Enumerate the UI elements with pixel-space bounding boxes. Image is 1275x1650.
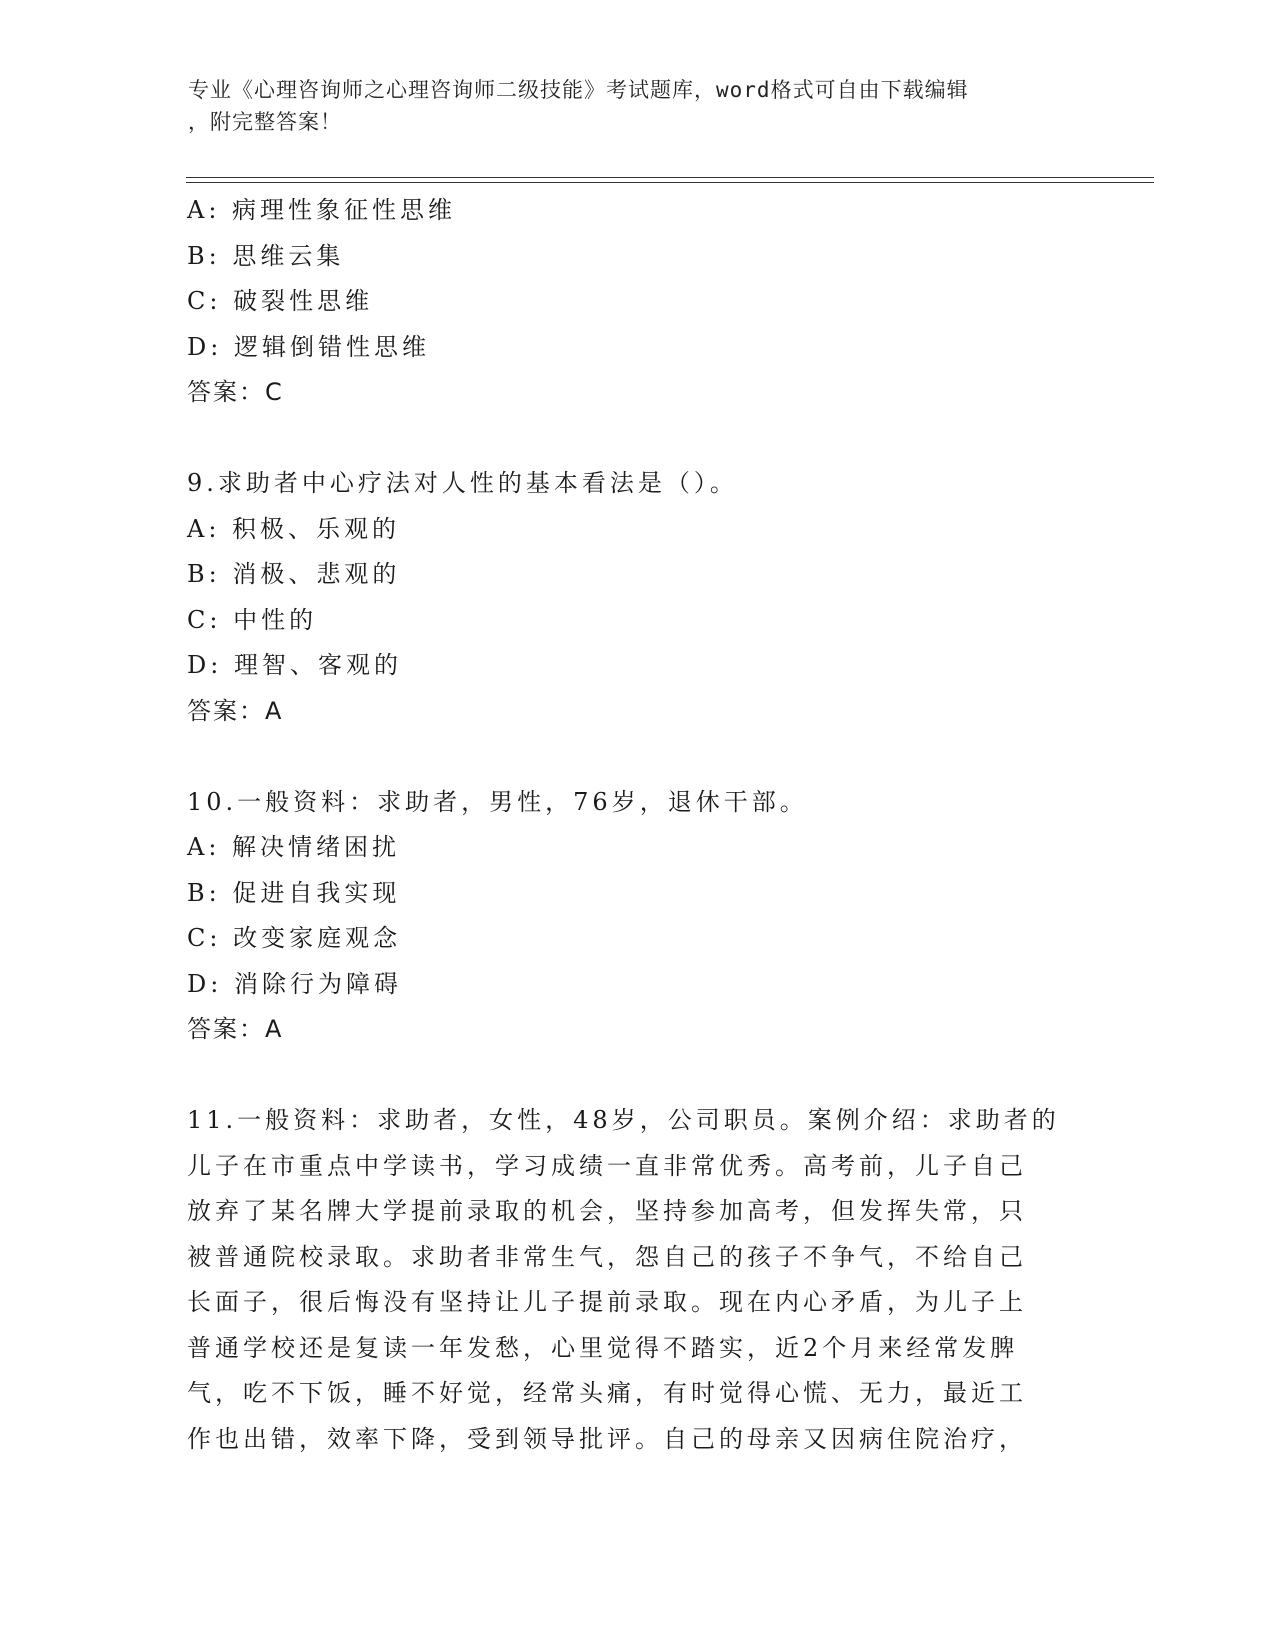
question-text-line: 11.一般资料：求助者，女性，48岁，公司职员。案例介绍：求助者的	[187, 1106, 1060, 1134]
option-c: C: 破裂性思维	[187, 287, 374, 315]
option-b: B: 思维云集	[187, 241, 345, 270]
answer: 答案：C	[187, 378, 284, 406]
question-text-line: 长面子，很后悔没有坚持让儿子提前录取。现在内心矛盾，为儿子上	[187, 1288, 1027, 1316]
question-10	[187, 780, 1087, 1053]
option-c: C: 改变家庭观念	[187, 924, 402, 952]
question-11	[187, 1098, 1072, 1462]
option-b: B: 消极、悲观的	[187, 560, 401, 588]
question-text: 10.一般资料：求助者，男性，76岁，退休干部。	[187, 787, 808, 816]
answer: 答案：A	[187, 696, 284, 725]
header-divider-bottom	[186, 182, 1154, 183]
spacer	[187, 734, 1087, 780]
option-d: D: 理智、客观的	[187, 651, 402, 679]
spacer	[187, 1053, 1087, 1099]
option-a: A: 解决情绪困扰	[187, 833, 401, 861]
question-9	[187, 461, 1087, 734]
option-d: D: 消除行为障碍	[187, 969, 402, 998]
document-header	[188, 74, 1068, 138]
question-text: 9.求助者中心疗法对人性的基本看法是（）。	[187, 469, 738, 497]
option-a: A: 积极、乐观的	[187, 514, 401, 543]
question-text-line: 气，吃不下饭，睡不好觉，经常头痛，有时觉得心慌、无力，最近工	[187, 1379, 1027, 1407]
question-text-line: 普通学校还是复读一年发愁，心里觉得不踏实，近2个月来经常发脾	[187, 1333, 1019, 1362]
header-divider-top	[186, 177, 1154, 178]
question-8	[187, 188, 1087, 416]
option-b: B: 促进自我实现	[187, 878, 401, 907]
option-a: A: 病理性象征性思维	[187, 196, 457, 224]
option-d: D: 逻辑倒错性思维	[187, 332, 430, 361]
option-c: C: 中性的	[187, 605, 318, 634]
header-line-1: 专业《心理咨询师之心理咨询师二级技能》考试题库，word格式可自由下载编辑	[188, 78, 969, 102]
question-text-line: 被普通院校录取。求助者非常生气，怨自己的孩子不争气，不给自己	[187, 1242, 1027, 1271]
question-text-line: 儿子在市重点中学读书，学习成绩一直非常优秀。高考前，儿子自己	[187, 1151, 1027, 1180]
question-text-line: 放弃了某名牌大学提前录取的机会，坚持参加高考，但发挥失常，只	[187, 1197, 1027, 1225]
spacer	[187, 416, 1087, 462]
question-list	[187, 188, 1087, 1462]
header-line-2: ，附完整答案！	[188, 110, 342, 134]
answer: 答案：A	[187, 1015, 284, 1043]
question-text-line: 作也出错，效率下降，受到领导批评。自己的母亲又因病住院治疗，	[187, 1424, 1027, 1453]
